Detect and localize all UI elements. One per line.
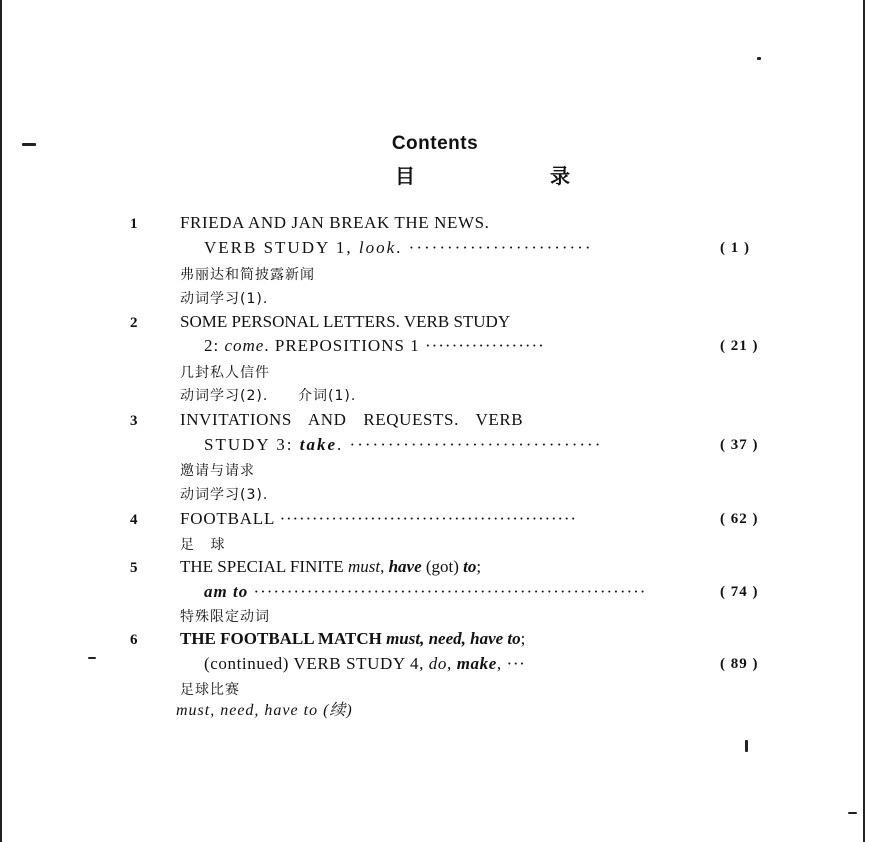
contents-title: Contents [391,133,479,154]
scan-speck [745,740,748,752]
entry-chinese-subtitle-2: 介词(1). [298,388,357,404]
entry-title: INVITATIONS AND REQUESTS. VERB [180,410,524,429]
entry-page: ( 1 ) [720,240,750,256]
entry-number: 5 [130,560,138,576]
entry-number: 1 [130,216,138,232]
page-edge-left [0,0,2,842]
entry-chinese-title: 邀请与请求 [180,463,255,479]
entry-title: THE SPECIAL FINITE must, have (got) to; [180,557,482,576]
entry-page: ( 62 ) [720,511,759,527]
contents-title-chinese: 目 录 [395,164,634,188]
entry-page: ( 37 ) [720,437,759,453]
entry-title: SOME PERSONAL LETTERS. VERB STUDY [180,312,511,331]
scan-speck [848,812,857,814]
entry-number: 3 [130,413,138,429]
entry-title-continued: am to ··························································· [204,582,647,601]
entry-chinese-title: 特殊限定动词 [180,609,270,625]
entry-title-continued: VERB STUDY 1, look. ························ [204,238,593,257]
entry-number: 2 [130,315,138,331]
entry-title: FRIEDA AND JAN BREAK THE NEWS. [180,213,490,232]
entry-page: ( 74 ) [720,584,759,600]
entry-chinese-subtitle: 动词学习(3). [180,487,269,503]
entry-number: 4 [130,512,138,528]
entry-page: ( 21 ) [720,338,759,354]
entry-chinese-title: 足球比赛 [180,682,240,698]
entry-chinese-title: 弗丽达和简披露新闻 [180,267,315,283]
entry-chinese-subtitle: must, need, have to (续) [176,702,353,719]
entry-chinese-title: 几封私人信件 [180,365,270,381]
entry-chinese-subtitle: 动词学习(1). [180,291,269,307]
entry-title: FOOTBALL ·············································· [180,509,577,528]
entry-title-continued: 2: come. PREPOSITIONS 1 ·················· [204,336,545,355]
entry-title: THE FOOTBALL MATCH must, need, have to; [180,629,526,648]
page-edge-right [863,0,865,842]
entry-chinese-subtitle: 动词学习(2). [180,388,269,404]
entry-chinese-title: 足 球 [180,537,231,553]
scan-speck [88,657,96,659]
entry-title-continued: (continued) VERB STUDY 4, do, make, ··· [204,654,526,673]
entry-title-continued: STUDY 3: take. ································· [204,435,603,454]
scan-speck [757,57,761,60]
entry-number: 6 [130,632,138,648]
entry-page: ( 89 ) [720,656,759,672]
